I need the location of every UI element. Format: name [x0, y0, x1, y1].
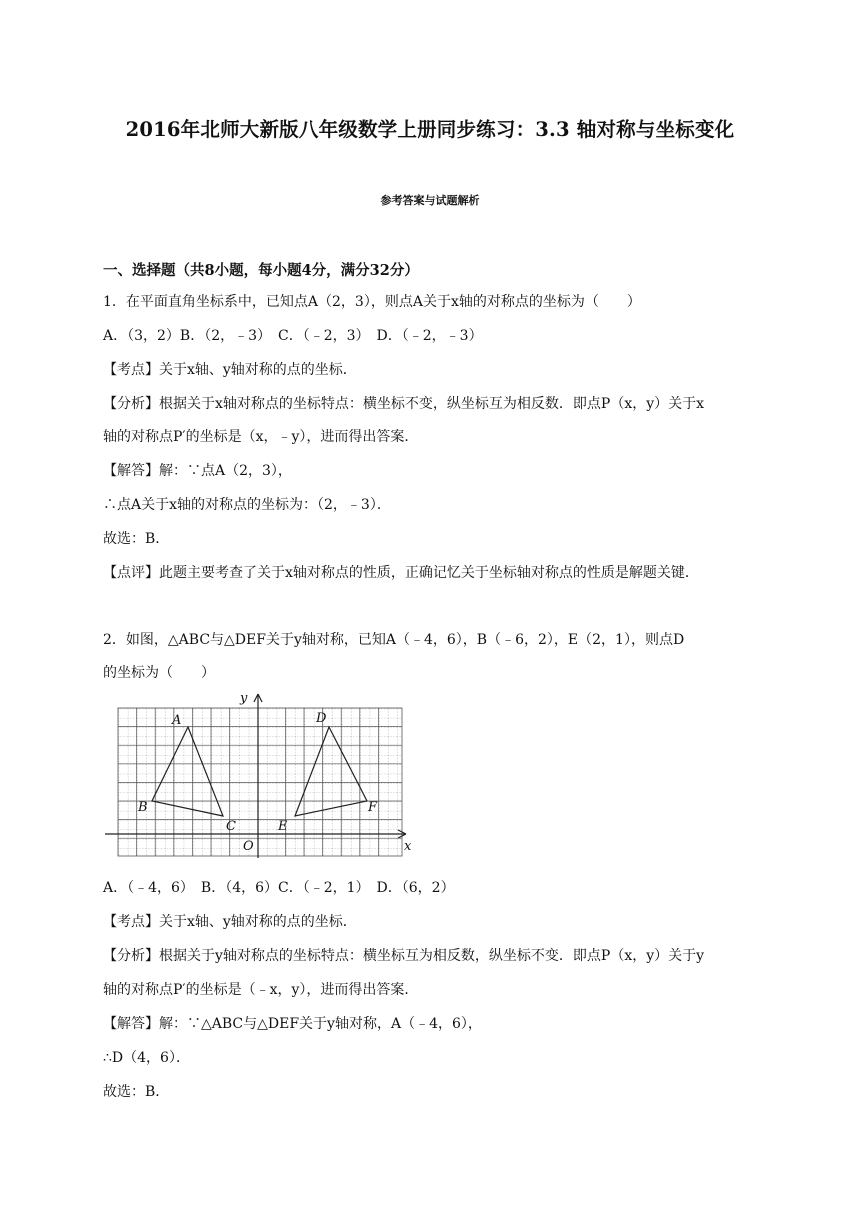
- q1-fenxi-line2: 轴的对称点P′的坐标是（x，﹣y），进而得出答案．: [103, 429, 419, 445]
- coordinate-figure: [100, 690, 420, 860]
- label-a: A: [172, 713, 182, 728]
- y-axis-label: y: [240, 691, 248, 706]
- label-e: E: [278, 819, 288, 834]
- q2-fenxi-line2: 轴的对称点P′的坐标是（﹣x，y），进而得出答案．: [103, 982, 419, 998]
- q2-fenxi-line1: 【分析】根据关于y轴对称点的坐标特点：横坐标互为相反数，纵坐标不变．即点P（x，y）关于y: [103, 948, 705, 964]
- q1-stem: 1．在平面直角坐标系中，已知点A（2，3），则点A关于x轴的对称点的坐标为（ ）: [103, 294, 641, 310]
- q1-jieda-line2: ∴点A关于x轴的对称点的坐标为：（2，﹣3）．: [103, 497, 391, 513]
- q1-options: A．（3，2）B．（2，﹣3） C．（﹣2，3） D．（﹣2，﹣3）: [103, 328, 483, 344]
- document-title: 2016年北师大新版八年级数学上册同步练习：3.3 轴对称与坐标变化: [125, 118, 735, 141]
- q1-jieda-line1: 【解答】解：∵点A（2，3），: [103, 463, 292, 479]
- q2-jieda-line1: 【解答】解：∵△ABC与△DEF关于y轴对称，A（﹣4，6），: [103, 1016, 482, 1032]
- q1-fenxi-line1: 【分析】根据关于x轴对称点的坐标特点：横坐标不变，纵坐标互为相反数．即点P（x，y）关于x: [103, 396, 705, 412]
- q1-answer: 故选：B．: [103, 531, 170, 547]
- q2-stem-line2: 的坐标为（ ）: [103, 665, 215, 681]
- answer-subtitle: 参考答案与试题解析: [380, 194, 480, 207]
- x-axis-label: x: [404, 839, 412, 854]
- label-d: D: [316, 711, 327, 726]
- q2-kaodian: 【考点】关于x轴、y轴对称的点的坐标．: [103, 914, 357, 930]
- q1-kaodian: 【考点】关于x轴、y轴对称的点的坐标．: [103, 362, 357, 378]
- q2-answer: 故选：B．: [103, 1084, 170, 1100]
- label-c: C: [226, 819, 236, 834]
- label-b: B: [138, 800, 148, 815]
- label-f: F: [368, 800, 378, 815]
- q2-stem-line1: 2．如图，△ABC与△DEF关于y轴对称，已知A（﹣4，6），B（﹣6，2），E（2，1），则点D: [103, 632, 685, 648]
- q2-jieda-line2: ∴D（4，6）．: [103, 1050, 190, 1066]
- section-heading: 一、选择题（共8小题，每小题4分，满分32分）: [103, 262, 419, 279]
- coordinate-grid-svg: [100, 690, 420, 860]
- q2-options: A．（﹣4，6） B．（4，6）C．（﹣2，1） D．（6，2）: [103, 880, 455, 896]
- q1-dianping: 【点评】此题主要考查了关于x轴对称点的性质，正确记忆关于坐标轴对称点的性质是解题关键．: [103, 565, 699, 581]
- origin-label: O: [243, 839, 254, 854]
